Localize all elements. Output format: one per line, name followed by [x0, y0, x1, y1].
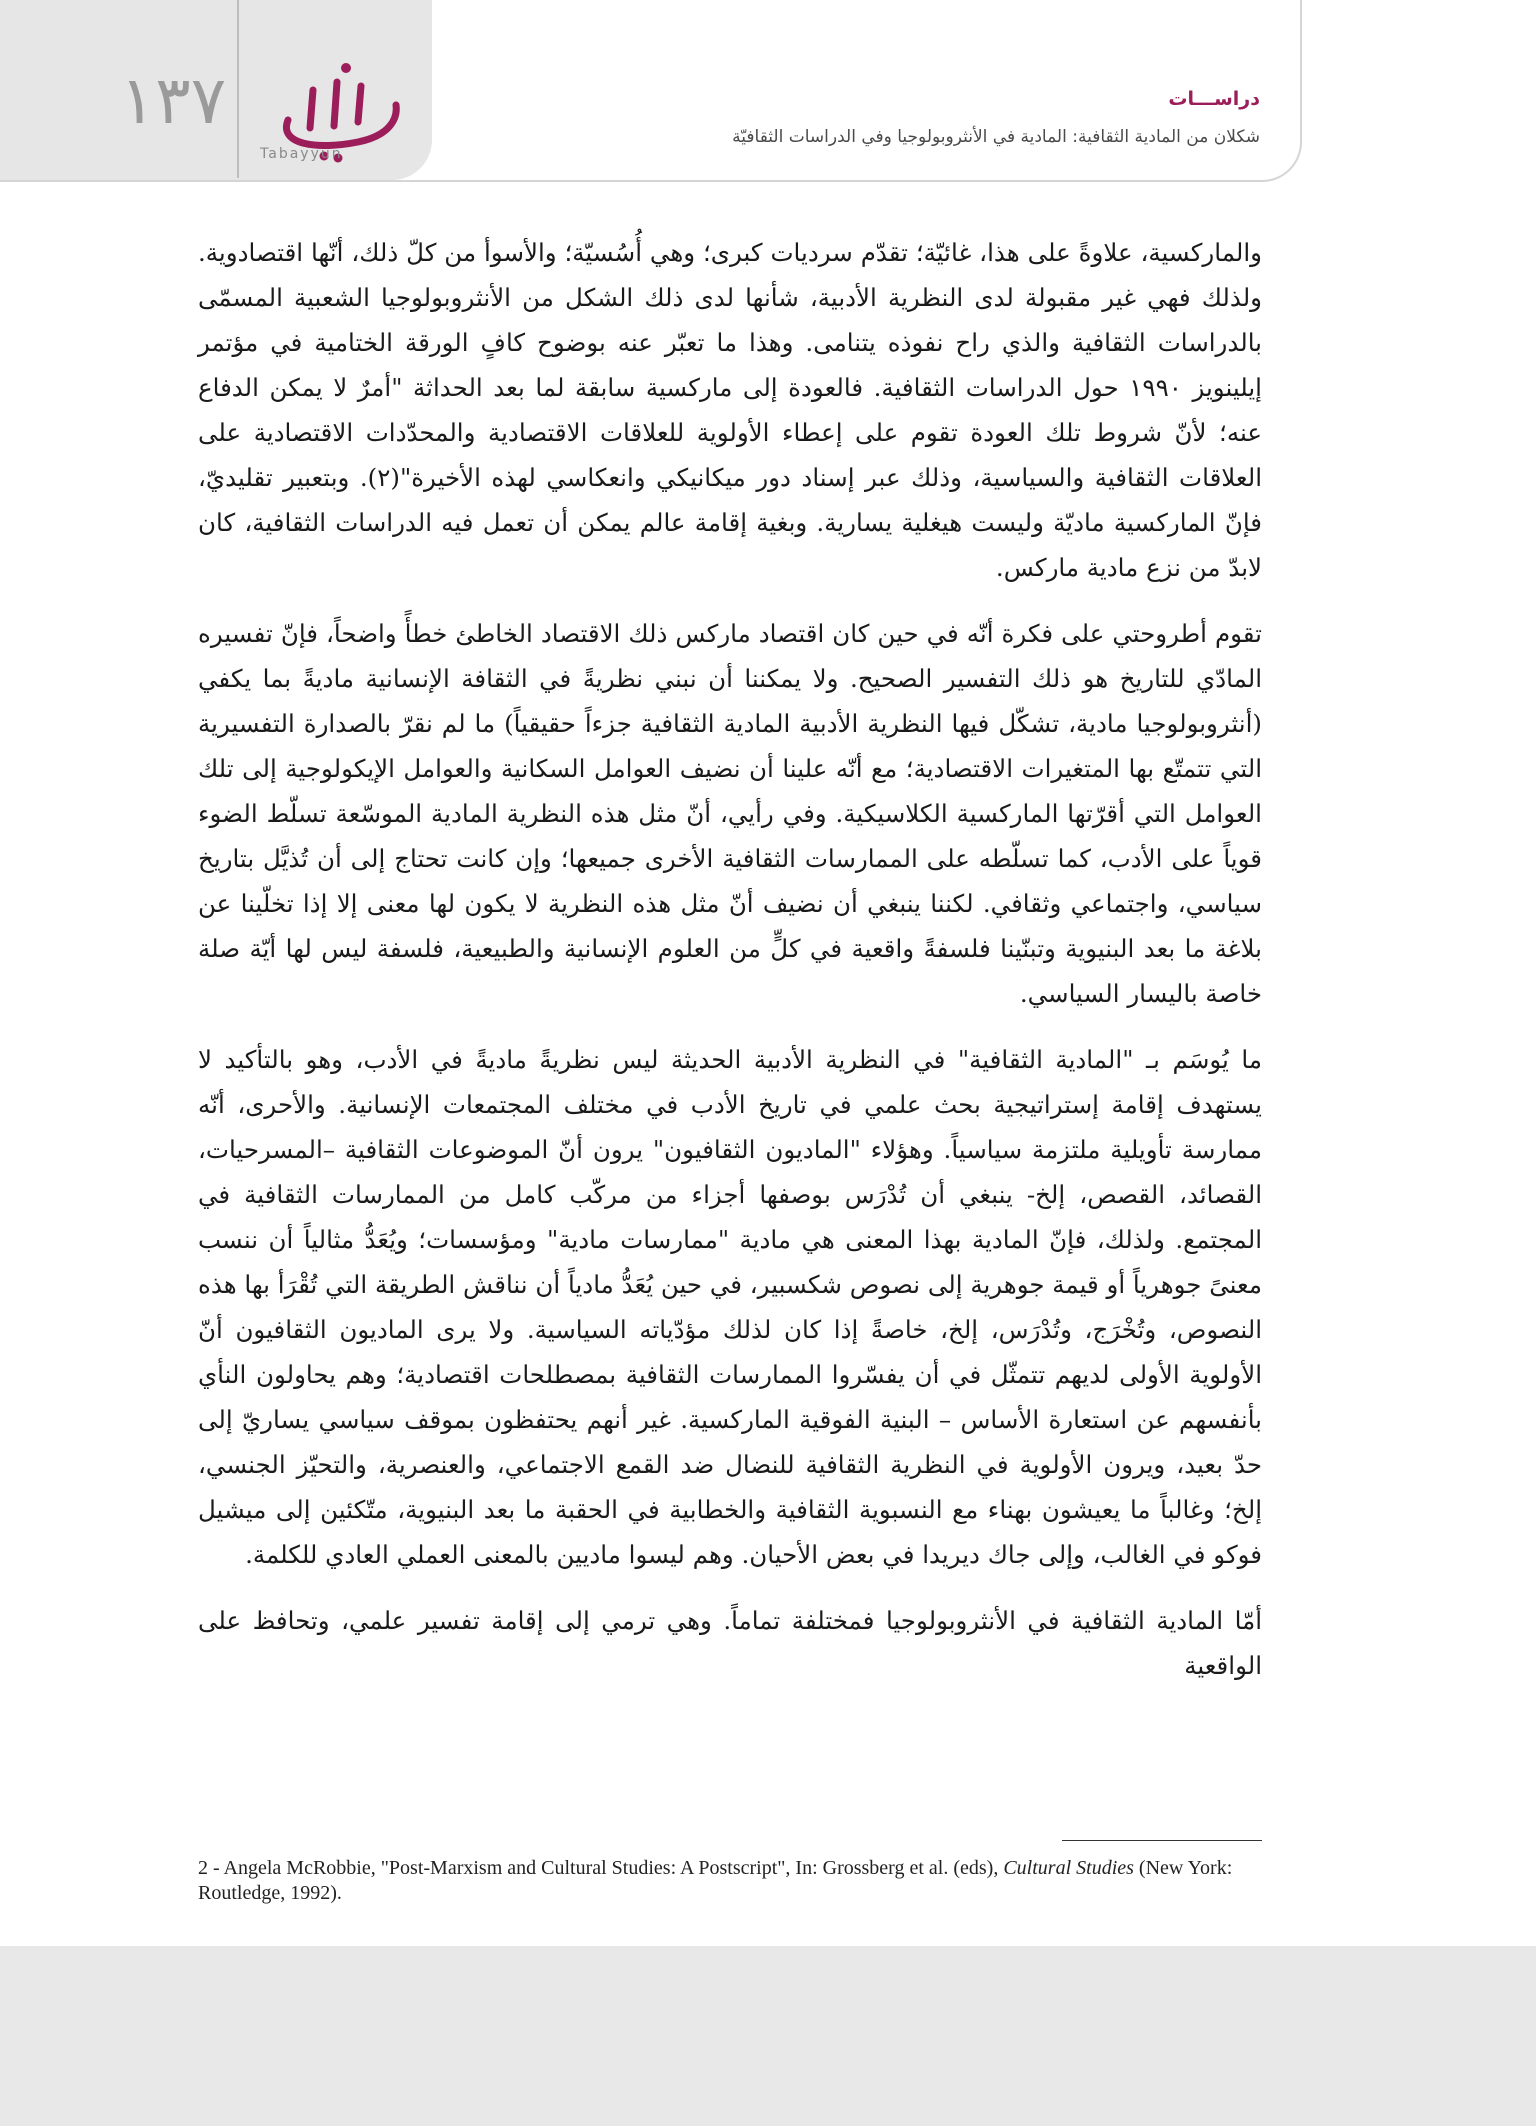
running-title: شكلان من المادية الثقافية: المادية في الأنثروبولوجيا وفي الدراسات الثقافيّة: [732, 127, 1260, 147]
page-footer: [0, 1946, 1536, 2126]
footnote-text: 2 - Angela McRobbie, "Post-Marxism and Cultural Studies: A Postscript", In: Grossberg et al. (eds),: [198, 1857, 1004, 1879]
footnote-tail: (New York: Routledge, 1992).: [198, 1857, 1233, 1904]
paragraph: والماركسية، علاوةً على هذا، غائيّة؛ تقدّم سرديات كبرى؛ وهي أُسُسيّة؛ والأسوأ من كلّ ذلك، أنّها اقتصادوية. ولذلك فهي غير مقبولة لدى النظرية الأدبية، شأنها لدى ذلك الشكل من الأنثروبولوجيا الشعبية المسمّى بالدراسات الثقافية والذي راح نفوذه يتنامى. وهذا ما تعبّر عنه بوضوح كافٍ الورقة الختامية في مؤتمر إيلينويز ١٩٩٠ حول الدراسات الثقافية. فالعودة إلى ماركسية سابقة لما بعد الحداثة "أمرٌ لا يمكن الدفاع عنه؛ لأنّ شروط تلك العودة تقوم على إعطاء الأولوية للعلاقات الاقتصادية والمحدّدات الاقتصادية على العلاقات الثقافية والسياسية، وذلك عبر إسناد دور ميكانيكي وانعكاسي لهذه الأخيرة"(٢). وبتعبير تقليديّ، فإنّ الماركسية ماديّة وليست هيغلية يسارية. وبغية إقامة عالم يمكن أن تعمل فيه الدراسات الثقافية، كان لابدّ من نزع مادية ماركس.: [198, 238, 1263, 582]
section-label: دراســـات: [1168, 88, 1260, 110]
article-body: [198, 230, 1262, 1709]
footnote-separator: [1062, 1840, 1262, 1841]
logo-text: تبيُّن: [388, 64, 390, 65]
page-number: ١٣٧: [119, 62, 227, 139]
paragraph: أمّا المادية الثقافية في الأنثروبولوجيا فمختلفة تماماً. وهي ترمي إلى إقامة تفسير علمي، وتحافظ على الواقعية: [198, 1606, 1262, 1680]
footnote: [198, 1856, 1262, 1906]
footnote-title: Cultural Studies: [1003, 1857, 1134, 1879]
paragraph: ما يُوسَم بـ "المادية الثقافية" في النظرية الأدبية الحديثة ليس نظريةً ماديةً في الأدب، وهو بالتأكيد لا يستهدف إقامة إستراتيجية بحث علمي في تاريخ الأدب في مختلف المجتمعات الإنسانية. والأحرى، أنّه ممارسة تأويلية ملتزمة سياسياً. وهؤلاء "الماديون الثقافيون" يرون أنّ الموضوعات الثقافية –المسرحيات، القصائد، القصص، إلخ- ينبغي أن تُدْرَس بوصفها أجزاء من مركّب كامل من الممارسات الثقافية في المجتمع. ولذلك، فإنّ المادية بهذا المعنى هي مادية "ممارسات مادية" ومؤسسات؛ ويُعَدُّ مثالياً أن ننسب معنىً جوهرياً أو قيمة جوهرية إلى نصوص شكسبير، في حين يُعَدُّ مادياً أن نناقش الطريقة التي تُقْرَأ بها هذه النصوص، وتُخْرَج، وتُدْرَس، إلخ، خاصةً إذا كان لذلك مؤدّياته السياسية. ولا يرى الماديون الثقافيون أنّ الأولوية الأولى لديهم تتمثّل في أن يفسّروا الممارسات الثقافية بمصطلحات اقتصادية؛ وهم يحاولون النأي بأنفسهم عن استعارة الأساس – البنية الفوقية الماركسية. غير أنهم يحتفظون بموقف سياسي يساريّ إلى حدّ بعيد، ويرون الأولوية في النظرية الثقافية للنضال ضد القمع الاجتماعي، والعنصرية، والتحيّز الجنسي، إلخ؛ وغالباً ما يعيشون بهناء مع النسبوية الثقافية والخطابية في الحقبة ما بعد البنيوية، متّكئين إلى ميشيل فوكو في الغالب، وإلى جاك ديريدا في بعض الأحيان. وهم ليسوا ماديين بالمعنى العملي العادي للكلمة.: [198, 1045, 1262, 1569]
header-divider: [237, 0, 239, 178]
paragraph: تقوم أطروحتي على فكرة أنّه في حين كان اقتصاد ماركس ذلك الاقتصاد الخاطئ خطأً واضحاً، فإنّ تفسيره المادّي للتاريخ هو ذلك التفسير الصحيح. ولا يمكننا أن نبني نظريةً في الثقافة الإنسانية ماديةً بما يكفي (أنثروبولوجيا مادية، تشكّل فيها النظرية الأدبية المادية الثقافية جزءاً حقيقياً) ما لم نقرّ بالصدارة التفسيرية التي تتمتّع بها المتغيرات الاقتصادية؛ مع أنّه علينا أن نضيف العوامل السكانية والعوامل الإيكولوجية إلى تلك العوامل التي أقرّتها الماركسية الكلاسيكية. وفي رأيي، أنّ مثل هذه النظرية المادية الموسّعة تسلّط الضوء قوياً على الأدب، كما تسلّطه على الممارسات الثقافية الأخرى جميعها؛ وإن كانت تحتاج إلى أن تُذيَّل بتاريخ سياسي، واجتماعي وثقافي. لكننا ينبغي أن نضيف أنّ مثل هذه النظرية لا يكون لها معنى إلا إذا تخلّينا عن بلاغة ما بعد البنيوية وتبنّينا فلسفةً واقعية في كلٍّ من العلوم الإنسانية والطبيعية، فلسفة ليس لها أيّة صلة خاصة باليسار السياسي.: [198, 619, 1262, 1008]
logo-latin-text: Tabayyun: [260, 146, 343, 162]
